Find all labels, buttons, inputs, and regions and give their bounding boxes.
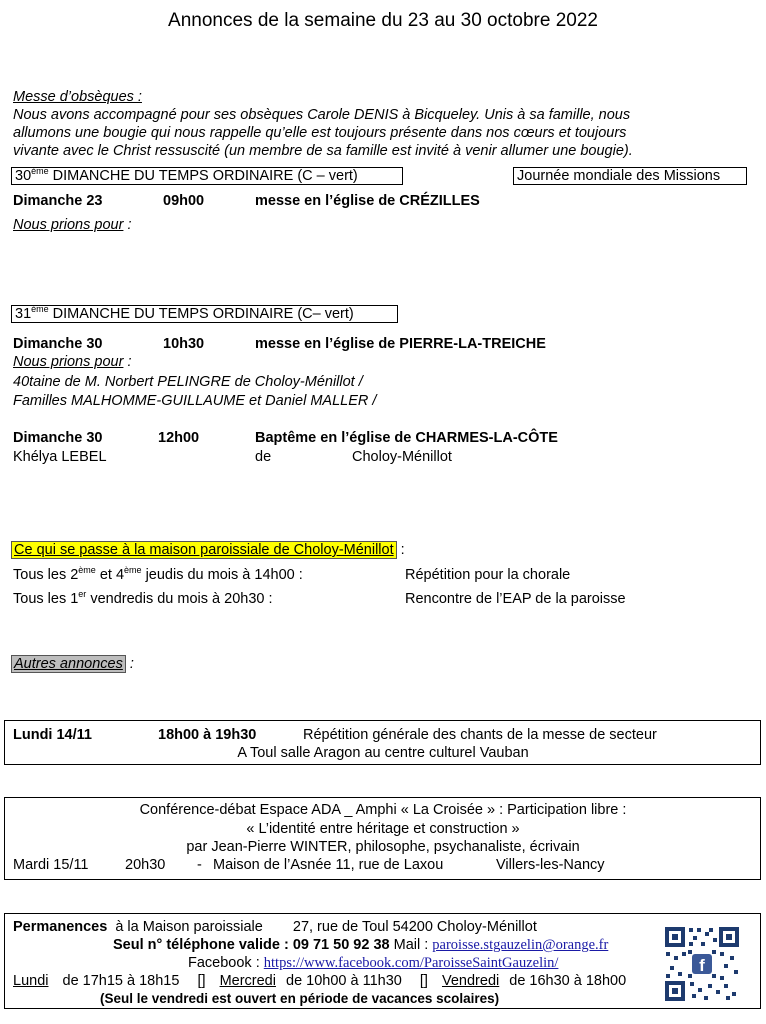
permanences-line-3	[188, 955, 558, 972]
mail-label: Mail :	[389, 937, 433, 953]
hours-separator-1: []	[197, 973, 206, 989]
lundi-desc: Répétition générale des chants de la messe de secteur	[303, 727, 657, 743]
bapteme-name: Khélya LEBEL	[13, 449, 107, 465]
permanences-note: (Seul le vendredi est ouvert en période de vacances scolaires)	[100, 991, 500, 1006]
sunday-30-pray-label: Nous prions pour	[13, 217, 124, 233]
conference-city: Villers-les-Nancy	[496, 857, 605, 873]
bapteme-desc: Baptême en l’église de CHARMES-LA-CÔTE	[255, 430, 558, 446]
autres-suffix: :	[125, 656, 134, 672]
sunday-30-pray-colon: :	[123, 217, 132, 233]
maison-row-2-c: vendredis du mois à 20h30 :	[86, 591, 273, 607]
sunday-30-day: Dimanche 23	[13, 193, 103, 209]
sunday-31-sup: ème	[31, 304, 49, 315]
conference-time: 20h30	[125, 857, 166, 873]
qr-code-icon	[663, 925, 741, 1003]
hours-time-mercredi: de 10h00 à 11h30	[286, 973, 402, 989]
conference-dash: -	[197, 857, 202, 873]
autres-line	[11, 656, 134, 672]
sunday-31-header	[11, 305, 398, 323]
bapteme-place: Choloy-Ménillot	[352, 449, 452, 465]
maison-row-2-activity: Rencontre de l’EAP de la paroisse	[405, 591, 626, 607]
conference-address: Maison de l’Asnée 11, rue de Laxou	[213, 857, 444, 873]
bapteme-de: de	[255, 449, 272, 465]
maison-row-1-c: jeudis du mois à 14h00 :	[141, 567, 303, 583]
permanences-line-2	[113, 937, 608, 954]
sunday-31-pray	[13, 354, 131, 370]
maison-row-1-b: et 4	[95, 567, 125, 583]
facebook-label: Facebook :	[188, 955, 264, 971]
maison-row-1-activity: Répétition pour la chorale	[405, 567, 571, 583]
maison-heading: Ce qui se passe à la maison paroissiale de Choloy-Ménillot	[11, 541, 397, 559]
maison-row-1-b-sup: ème	[124, 565, 142, 576]
sunday-30-pray	[13, 217, 131, 233]
sunday-30-num: 30	[15, 168, 32, 184]
conference-day: Mardi 15/11	[13, 857, 89, 873]
sunday-30-time: 09h00	[163, 193, 205, 209]
mail-link[interactable]: paroisse.stgauzelin@orange.fr	[432, 937, 609, 953]
bapteme-day: Dimanche 30	[13, 430, 103, 446]
hours-day-lundi: Lundi	[13, 973, 49, 989]
sunday-31-pray-colon: :	[123, 354, 132, 370]
autres-heading: Autres annonces	[11, 655, 126, 673]
maison-heading-line	[11, 542, 405, 558]
conference-line-3: par Jean-Pierre WINTER, philosophe, psychanaliste, écrivain	[186, 839, 580, 855]
permanences-line-1	[13, 919, 537, 935]
maison-heading-suffix: :	[396, 542, 405, 558]
sunday-30-sup: ème	[31, 166, 49, 177]
lundi-place: A Toul salle Aragon au centre culturel Vauban	[237, 745, 529, 761]
maison-row-2-a: Tous les 1	[13, 591, 79, 607]
obseques-line-3: vivante avec le Christ ressuscité (un membre de sa famille est invité à venir allumer une bougie).	[13, 143, 633, 159]
hours-time-lundi: de 17h15 à 18h15	[62, 973, 180, 989]
sunday-31-desc: messe en l’église de PIERRE-LA-TREICHE	[255, 336, 546, 352]
sunday-31-time: 10h30	[163, 336, 205, 352]
hours-day-vendredi: Vendredi	[441, 973, 500, 989]
lundi-time: 18h00 à 19h30	[158, 727, 257, 743]
sunday-31-pray-label: Nous prions pour	[13, 354, 124, 370]
sunday-30-label: DIMANCHE DU TEMPS ORDINAIRE (C – vert)	[48, 168, 358, 184]
facebook-icon: f	[699, 956, 705, 975]
hours-separator-2: []	[419, 973, 428, 989]
permanences-label: Permanences	[13, 919, 108, 935]
phone-label: Seul n° téléphone valide : 09 71 50 92 38	[113, 937, 390, 953]
conference-line-1: Conférence-débat Espace ADA _ Amphi « La Croisée » : Participation libre :	[139, 802, 627, 818]
sunday-31-label: DIMANCHE DU TEMPS ORDINAIRE (C– vert)	[48, 306, 354, 322]
sunday-30-desc: messe en l’église de CRÉZILLES	[255, 193, 480, 209]
conference-line-2: « L’identité entre héritage et construction »	[246, 821, 520, 837]
maison-row-1-a: Tous les 2	[13, 567, 79, 583]
bapteme-time: 12h00	[158, 430, 200, 446]
facebook-link[interactable]: https://www.facebook.com/ParoisseSaintGauzelin/	[263, 955, 559, 971]
obseques-heading: Messe d’obsèques :	[13, 89, 142, 105]
permanences-where: à la Maison paroissiale	[115, 919, 263, 935]
maison-row-1	[13, 567, 303, 583]
hours-time-vendredi: de 16h30 à 18h00	[509, 973, 627, 989]
permanences-hours	[13, 973, 626, 989]
sunday-31-day: Dimanche 30	[13, 336, 103, 352]
sunday-31-num: 31	[15, 306, 32, 322]
obseques-line-1: Nous avons accompagné pour ses obsèques Carole DENIS à Bicqueley. Unis à sa famille, nous	[13, 107, 631, 123]
intention-2: Familles MALHOMME-GUILLAUME et Daniel MALLER /	[13, 393, 377, 409]
maison-row-2	[13, 591, 273, 607]
intention-1: 40taine de M. Norbert PELINGRE de Choloy-Ménillot /	[13, 374, 363, 390]
hours-day-mercredi: Mercredi	[219, 973, 276, 989]
maison-row-2-a-sup: er	[78, 589, 87, 600]
maison-row-1-a-sup: ème	[78, 565, 96, 576]
obseques-line-2: allumons une bougie qui nous rappelle qu’elle est toujours présente dans nos cœurs et toujours	[13, 125, 627, 141]
page-title: Annonces de la semaine du 23 au 30 octobre 2022	[168, 10, 598, 31]
lundi-day: Lundi 14/11	[13, 727, 92, 743]
missions-note: Journée mondiale des Missions	[513, 167, 747, 185]
sunday-30-header	[11, 167, 403, 185]
permanences-address: 27, rue de Toul 54200 Choloy-Ménillot	[292, 919, 537, 935]
